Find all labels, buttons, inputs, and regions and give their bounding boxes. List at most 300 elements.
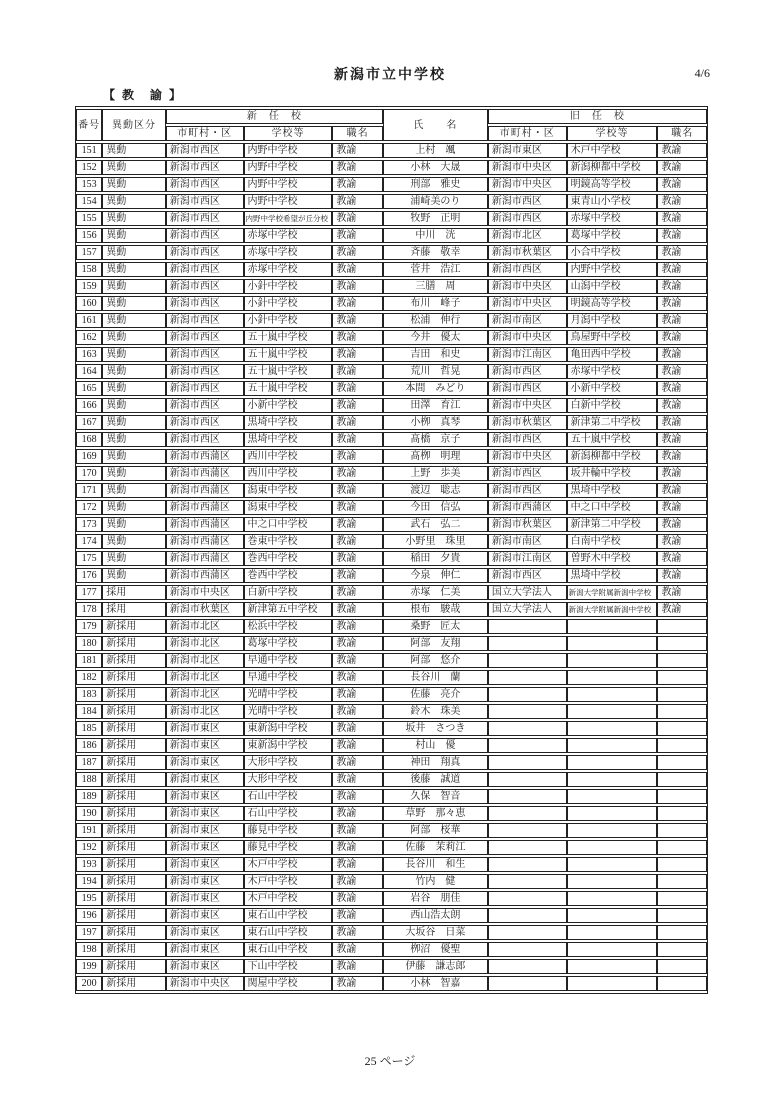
table-row xyxy=(76,585,707,600)
cell-old-district: 新潟市中央区 xyxy=(488,398,567,413)
cell-old-district xyxy=(488,738,567,753)
cell-new-district: 新潟市西区 xyxy=(166,143,244,158)
transfer-table xyxy=(75,106,708,994)
cell-new-district: 新潟市西蒲区 xyxy=(166,534,244,549)
cell-old-title xyxy=(657,891,707,906)
cell-new-district: 新潟市北区 xyxy=(166,653,244,668)
cell-name: 斉藤 敬幸 xyxy=(383,245,488,260)
cell-no: 175 xyxy=(76,551,102,566)
cell-old-district xyxy=(488,925,567,940)
col-header-new-title: 職名 xyxy=(332,126,383,141)
cell-new-district: 新潟市西区 xyxy=(166,194,244,209)
cell-new-school: 巻西中学校 xyxy=(244,551,333,566)
cell-name: 鈴木 珠美 xyxy=(383,704,488,719)
cell-name: 布川 峰子 xyxy=(383,296,488,311)
cell-new-title: 教諭 xyxy=(332,398,383,413)
cell-no: 188 xyxy=(76,772,102,787)
cell-new-title: 教諭 xyxy=(332,602,383,617)
cell-new-title: 教諭 xyxy=(332,619,383,634)
page-title: 新潟市立中学校 xyxy=(334,68,446,83)
table-row xyxy=(76,551,707,566)
cell-name: 本間 みどり xyxy=(383,381,488,396)
cell-new-title: 教諭 xyxy=(332,296,383,311)
cell-old-district: 新潟市中央区 xyxy=(488,330,567,345)
cell-category: 新採用 xyxy=(102,670,166,685)
cell-old-title xyxy=(657,823,707,838)
cell-new-district: 新潟市西区 xyxy=(166,398,244,413)
cell-old-school: 白新中学校 xyxy=(567,398,658,413)
table-row xyxy=(76,534,707,549)
cell-category: 異動 xyxy=(102,551,166,566)
cell-no: 157 xyxy=(76,245,102,260)
cell-old-school xyxy=(567,704,658,719)
cell-old-title: 教諭 xyxy=(657,279,707,294)
cell-old-district: 国立大学法人 xyxy=(488,585,567,600)
cell-old-title: 教諭 xyxy=(657,398,707,413)
cell-old-district: 新潟市秋葉区 xyxy=(488,415,567,430)
table-row xyxy=(76,874,707,889)
cell-old-title xyxy=(657,738,707,753)
cell-old-title: 教諭 xyxy=(657,449,707,464)
cell-new-title: 教諭 xyxy=(332,262,383,277)
cell-new-school: 葛塚中学校 xyxy=(244,636,333,651)
cell-new-school: 石山中学校 xyxy=(244,789,333,804)
cell-new-title: 教諭 xyxy=(332,449,383,464)
cell-new-title: 教諭 xyxy=(332,976,383,991)
cell-new-school: 内野中学校 xyxy=(244,177,333,192)
cell-old-district xyxy=(488,840,567,855)
col-header-new-school-group: 新 任 校 xyxy=(166,109,383,124)
cell-old-title: 教諭 xyxy=(657,381,707,396)
col-header-old-school-group: 旧 任 校 xyxy=(488,109,707,124)
cell-new-school: 木戸中学校 xyxy=(244,857,333,872)
table-row xyxy=(76,772,707,787)
cell-name: 今田 信弘 xyxy=(383,500,488,515)
cell-new-district: 新潟市西蒲区 xyxy=(166,466,244,481)
cell-new-title: 教諭 xyxy=(332,721,383,736)
cell-new-school: 光晴中学校 xyxy=(244,704,333,719)
table-row xyxy=(76,228,707,243)
cell-category: 新採用 xyxy=(102,738,166,753)
cell-new-school: 小針中学校 xyxy=(244,296,333,311)
cell-name: 吉田 和史 xyxy=(383,347,488,362)
cell-no: 170 xyxy=(76,466,102,481)
cell-new-district: 新潟市西区 xyxy=(166,296,244,311)
table-row xyxy=(76,602,707,617)
cell-old-school: 新潟柳都中学校 xyxy=(567,449,658,464)
cell-old-school: 木戸中学校 xyxy=(567,143,658,158)
cell-no: 158 xyxy=(76,262,102,277)
cell-new-title: 教諭 xyxy=(332,228,383,243)
cell-new-title: 教諭 xyxy=(332,840,383,855)
cell-new-school: 松浜中学校 xyxy=(244,619,333,634)
cell-no: 172 xyxy=(76,500,102,515)
cell-new-title: 教諭 xyxy=(332,925,383,940)
cell-new-district: 新潟市東区 xyxy=(166,891,244,906)
cell-no: 171 xyxy=(76,483,102,498)
cell-no: 151 xyxy=(76,143,102,158)
cell-category: 採用 xyxy=(102,602,166,617)
cell-old-title xyxy=(657,976,707,991)
cell-new-district: 新潟市西蒲区 xyxy=(166,483,244,498)
cell-new-title: 教諭 xyxy=(332,738,383,753)
cell-old-title: 教諭 xyxy=(657,330,707,345)
cell-new-title: 教諭 xyxy=(332,772,383,787)
cell-new-district: 新潟市西区 xyxy=(166,160,244,175)
page-indicator: 4/6 xyxy=(694,66,710,80)
cell-new-title: 教諭 xyxy=(332,891,383,906)
cell-old-district: 新潟市北区 xyxy=(488,228,567,243)
cell-new-district: 新潟市北区 xyxy=(166,687,244,702)
cell-new-school: 小針中学校 xyxy=(244,279,333,294)
cell-new-school: 石山中学校 xyxy=(244,806,333,821)
cell-old-school: 中之口中学校 xyxy=(567,500,658,515)
cell-old-school xyxy=(567,857,658,872)
cell-new-district: 新潟市東区 xyxy=(166,721,244,736)
cell-no: 183 xyxy=(76,687,102,702)
cell-new-school: 早通中学校 xyxy=(244,653,333,668)
cell-new-school: 東石山中学校 xyxy=(244,942,333,957)
cell-new-school: 五十嵐中学校 xyxy=(244,381,333,396)
cell-old-district: 新潟市西区 xyxy=(488,432,567,447)
table-row xyxy=(76,517,707,532)
cell-old-school: 山潟中学校 xyxy=(567,279,658,294)
cell-name: 阿部 悠介 xyxy=(383,653,488,668)
cell-new-school: 小新中学校 xyxy=(244,398,333,413)
cell-no: 189 xyxy=(76,789,102,804)
cell-old-district: 新潟市西区 xyxy=(488,483,567,498)
cell-no: 182 xyxy=(76,670,102,685)
cell-name: 三膳 周 xyxy=(383,279,488,294)
cell-old-school: 黒埼中学校 xyxy=(567,483,658,498)
cell-old-title xyxy=(657,806,707,821)
cell-old-district: 新潟市西区 xyxy=(488,381,567,396)
cell-name: 赤塚 仁美 xyxy=(383,585,488,600)
table-row xyxy=(76,704,707,719)
cell-old-district: 新潟市中央区 xyxy=(488,449,567,464)
cell-new-title: 教諭 xyxy=(332,755,383,770)
cell-no: 186 xyxy=(76,738,102,753)
cell-no: 167 xyxy=(76,415,102,430)
page-footer: 25 ページ xyxy=(364,1054,416,1068)
cell-category: 異動 xyxy=(102,279,166,294)
cell-old-school xyxy=(567,976,658,991)
cell-new-school: 東新潟中学校 xyxy=(244,738,333,753)
cell-old-title xyxy=(657,959,707,974)
cell-new-district: 新潟市北区 xyxy=(166,619,244,634)
cell-old-school: 坂井輪中学校 xyxy=(567,466,658,481)
cell-no: 184 xyxy=(76,704,102,719)
cell-new-school: 大形中学校 xyxy=(244,772,333,787)
cell-name: 上野 歩美 xyxy=(383,466,488,481)
cell-category: 新採用 xyxy=(102,687,166,702)
table-row xyxy=(76,738,707,753)
cell-name: 松浦 伸行 xyxy=(383,313,488,328)
cell-old-title: 教諭 xyxy=(657,534,707,549)
cell-new-title: 教諭 xyxy=(332,483,383,498)
cell-name: 稲田 夕貴 xyxy=(383,551,488,566)
cell-category: 新採用 xyxy=(102,942,166,957)
cell-new-district: 新潟市西蒲区 xyxy=(166,551,244,566)
cell-old-school: 新潟柳都中学校 xyxy=(567,160,658,175)
cell-old-school: 小合中学校 xyxy=(567,245,658,260)
table-row xyxy=(76,466,707,481)
cell-no: 179 xyxy=(76,619,102,634)
cell-old-school: 新潟大学附属新潟中学校 xyxy=(567,602,658,617)
cell-old-school xyxy=(567,721,658,736)
cell-new-school: 西川中学校 xyxy=(244,449,333,464)
cell-old-district: 新潟市中央区 xyxy=(488,279,567,294)
cell-category: 新採用 xyxy=(102,721,166,736)
table-row xyxy=(76,143,707,158)
cell-old-title: 教諭 xyxy=(657,585,707,600)
cell-old-district xyxy=(488,636,567,651)
cell-old-title xyxy=(657,840,707,855)
table-row xyxy=(76,568,707,583)
cell-category: 採用 xyxy=(102,585,166,600)
cell-name: 坂井 さつき xyxy=(383,721,488,736)
cell-new-title: 教諭 xyxy=(332,194,383,209)
cell-new-school: 藤見中学校 xyxy=(244,823,333,838)
cell-old-title: 教諭 xyxy=(657,313,707,328)
cell-old-title: 教諭 xyxy=(657,211,707,226)
cell-no: 195 xyxy=(76,891,102,906)
cell-no: 177 xyxy=(76,585,102,600)
cell-name: 中川 洸 xyxy=(383,228,488,243)
cell-new-district: 新潟市秋葉区 xyxy=(166,602,244,617)
cell-category: 異動 xyxy=(102,483,166,498)
cell-name: 佐藤 茉莉江 xyxy=(383,840,488,855)
cell-category: 異動 xyxy=(102,449,166,464)
cell-category: 異動 xyxy=(102,415,166,430)
cell-no: 160 xyxy=(76,296,102,311)
cell-new-district: 新潟市東区 xyxy=(166,823,244,838)
cell-category: 新採用 xyxy=(102,619,166,634)
cell-name: 小野里 珠里 xyxy=(383,534,488,549)
cell-old-title: 教諭 xyxy=(657,466,707,481)
cell-new-title: 教諭 xyxy=(332,517,383,532)
cell-old-school xyxy=(567,874,658,889)
cell-category: 新採用 xyxy=(102,772,166,787)
cell-name: 刑部 雅史 xyxy=(383,177,488,192)
cell-old-school xyxy=(567,772,658,787)
cell-new-title: 教諭 xyxy=(332,857,383,872)
table-row xyxy=(76,347,707,362)
table-row xyxy=(76,721,707,736)
cell-old-title xyxy=(657,874,707,889)
cell-old-district xyxy=(488,687,567,702)
table-row xyxy=(76,262,707,277)
cell-old-title: 教諭 xyxy=(657,500,707,515)
cell-name: 渡辺 聡志 xyxy=(383,483,488,498)
cell-old-school xyxy=(567,687,658,702)
cell-name: 久保 智音 xyxy=(383,789,488,804)
cell-new-district: 新潟市西区 xyxy=(166,211,244,226)
cell-no: 154 xyxy=(76,194,102,209)
cell-new-district: 新潟市西蒲区 xyxy=(166,568,244,583)
table-row xyxy=(76,364,707,379)
cell-old-district: 新潟市西区 xyxy=(488,211,567,226)
cell-new-school: 木戸中学校 xyxy=(244,891,333,906)
cell-old-district: 新潟市西区 xyxy=(488,568,567,583)
cell-no: 193 xyxy=(76,857,102,872)
cell-new-title: 教諭 xyxy=(332,789,383,804)
cell-new-district: 新潟市西蒲区 xyxy=(166,500,244,515)
cell-new-district: 新潟市東区 xyxy=(166,925,244,940)
cell-no: 176 xyxy=(76,568,102,583)
cell-new-district: 新潟市中央区 xyxy=(166,585,244,600)
cell-no: 159 xyxy=(76,279,102,294)
cell-category: 異動 xyxy=(102,262,166,277)
cell-category: 新採用 xyxy=(102,653,166,668)
table-row xyxy=(76,925,707,940)
cell-category: 新採用 xyxy=(102,925,166,940)
cell-old-district xyxy=(488,908,567,923)
cell-new-district: 新潟市東区 xyxy=(166,959,244,974)
cell-old-district: 新潟市江南区 xyxy=(488,347,567,362)
cell-no: 163 xyxy=(76,347,102,362)
cell-old-district: 新潟市江南区 xyxy=(488,551,567,566)
cell-new-district: 新潟市北区 xyxy=(166,670,244,685)
cell-new-school: 五十嵐中学校 xyxy=(244,330,333,345)
cell-new-title: 教諭 xyxy=(332,908,383,923)
cell-old-school xyxy=(567,908,658,923)
cell-category: 異動 xyxy=(102,347,166,362)
cell-old-school: 新津第二中学校 xyxy=(567,415,658,430)
cell-old-school: 亀田西中学校 xyxy=(567,347,658,362)
cell-new-title: 教諭 xyxy=(332,806,383,821)
table-row xyxy=(76,857,707,872)
cell-no: 155 xyxy=(76,211,102,226)
cell-no: 165 xyxy=(76,381,102,396)
cell-new-title: 教諭 xyxy=(332,432,383,447)
cell-old-school: 東青山小学校 xyxy=(567,194,658,209)
table-row xyxy=(76,806,707,821)
cell-no: 190 xyxy=(76,806,102,821)
cell-old-school xyxy=(567,806,658,821)
table-row xyxy=(76,415,707,430)
cell-new-title: 教諭 xyxy=(332,823,383,838)
cell-new-school: 東新潟中学校 xyxy=(244,721,333,736)
cell-new-school: 関屋中学校 xyxy=(244,976,333,991)
cell-no: 191 xyxy=(76,823,102,838)
cell-name: 小栁 真琴 xyxy=(383,415,488,430)
col-header-number: 番号 xyxy=(76,109,102,141)
cell-category: 新採用 xyxy=(102,636,166,651)
cell-old-title: 教諭 xyxy=(657,415,707,430)
cell-old-district xyxy=(488,891,567,906)
table-row xyxy=(76,687,707,702)
cell-no: 161 xyxy=(76,313,102,328)
table-row xyxy=(76,211,707,226)
cell-old-district: 新潟市中央区 xyxy=(488,177,567,192)
cell-new-school: 五十嵐中学校 xyxy=(244,347,333,362)
cell-old-title xyxy=(657,721,707,736)
cell-old-district xyxy=(488,874,567,889)
cell-category: 異動 xyxy=(102,330,166,345)
cell-new-title: 教諭 xyxy=(332,687,383,702)
cell-new-district: 新潟市西区 xyxy=(166,347,244,362)
cell-name: 武石 弘二 xyxy=(383,517,488,532)
cell-new-district: 新潟市中央区 xyxy=(166,976,244,991)
cell-category: 異動 xyxy=(102,296,166,311)
cell-old-district: 新潟市西蒲区 xyxy=(488,500,567,515)
cell-new-title: 教諭 xyxy=(332,585,383,600)
cell-new-title: 教諭 xyxy=(332,670,383,685)
cell-new-school: 東石山中学校 xyxy=(244,925,333,940)
cell-old-school: 明鏡高等学校 xyxy=(567,296,658,311)
cell-name: 後藤 誠道 xyxy=(383,772,488,787)
cell-category: 新採用 xyxy=(102,874,166,889)
cell-old-district: 新潟市中央区 xyxy=(488,160,567,175)
cell-old-school: 明鏡高等学校 xyxy=(567,177,658,192)
cell-old-school: 白南中学校 xyxy=(567,534,658,549)
cell-old-title: 教諭 xyxy=(657,602,707,617)
cell-old-title xyxy=(657,942,707,957)
cell-new-district: 新潟市東区 xyxy=(166,874,244,889)
cell-old-school xyxy=(567,891,658,906)
cell-old-school: 内野中学校 xyxy=(567,262,658,277)
cell-old-district: 新潟市南区 xyxy=(488,313,567,328)
table-row xyxy=(76,636,707,651)
cell-old-title xyxy=(657,687,707,702)
cell-old-title xyxy=(657,755,707,770)
cell-name: 岩谷 朋佳 xyxy=(383,891,488,906)
table-row xyxy=(76,483,707,498)
cell-old-title: 教諭 xyxy=(657,177,707,192)
cell-no: 156 xyxy=(76,228,102,243)
cell-name: 栁沼 優聖 xyxy=(383,942,488,957)
cell-no: 187 xyxy=(76,755,102,770)
cell-old-school: 五十嵐中学校 xyxy=(567,432,658,447)
cell-new-district: 新潟市西区 xyxy=(166,177,244,192)
cell-new-school: 赤塚中学校 xyxy=(244,262,333,277)
cell-category: 新採用 xyxy=(102,857,166,872)
cell-name: 髙栁 明理 xyxy=(383,449,488,464)
cell-old-district xyxy=(488,670,567,685)
cell-old-district: 新潟市東区 xyxy=(488,143,567,158)
cell-new-school: 内野中学校 xyxy=(244,194,333,209)
cell-old-district xyxy=(488,653,567,668)
cell-category: 新採用 xyxy=(102,908,166,923)
cell-no: 197 xyxy=(76,925,102,940)
cell-category: 新採用 xyxy=(102,806,166,821)
cell-name: 長谷川 和生 xyxy=(383,857,488,872)
cell-new-district: 新潟市東区 xyxy=(166,806,244,821)
cell-old-title: 教諭 xyxy=(657,194,707,209)
cell-new-district: 新潟市東区 xyxy=(166,908,244,923)
cell-new-school: 白新中学校 xyxy=(244,585,333,600)
cell-new-title: 教諭 xyxy=(332,959,383,974)
cell-no: 180 xyxy=(76,636,102,651)
col-header-old-title: 職名 xyxy=(657,126,707,141)
cell-name: 長谷川 蘭 xyxy=(383,670,488,685)
cell-new-school: 黒埼中学校 xyxy=(244,432,333,447)
cell-old-district xyxy=(488,959,567,974)
cell-old-title: 教諭 xyxy=(657,517,707,532)
cell-old-district xyxy=(488,789,567,804)
cell-old-school: 赤塚中学校 xyxy=(567,364,658,379)
cell-category: 新採用 xyxy=(102,789,166,804)
cell-old-title: 教諭 xyxy=(657,143,707,158)
cell-old-district: 新潟市南区 xyxy=(488,534,567,549)
table-row xyxy=(76,619,707,634)
table-row xyxy=(76,789,707,804)
cell-category: 異動 xyxy=(102,568,166,583)
cell-no: 168 xyxy=(76,432,102,447)
cell-new-title: 教諭 xyxy=(332,160,383,175)
cell-old-district xyxy=(488,721,567,736)
